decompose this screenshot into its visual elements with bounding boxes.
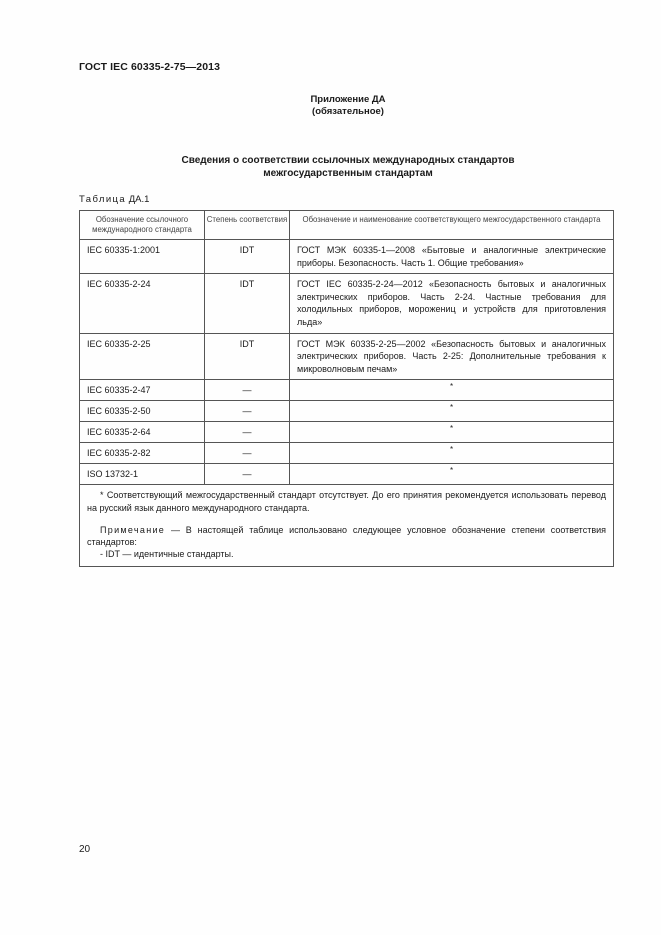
table-row <box>80 401 614 422</box>
document-code: ГОСТ IEC 60335-2-75—2013 <box>79 61 221 73</box>
header-degree: Степень соответствия <box>205 211 290 240</box>
cell-national: * <box>290 443 614 464</box>
cell-degree: IDT <box>205 240 290 274</box>
cell-standard: IEC 60335-2-25 <box>80 333 205 380</box>
cell-standard: IEC 60335-1:2001 <box>80 240 205 274</box>
cell-standard: IEC 60335-2-64 <box>80 422 205 443</box>
cell-degree: — <box>205 401 290 422</box>
section-title-line1: Сведения о соответствии ссылочных международных стандартов <box>181 155 515 166</box>
table-footnote: * Соответствующий межгосударственный стандарт отсутствует. До его принятия рекомендуется использовать перевод на русский язык данного международного стандарта. <box>87 490 606 513</box>
cell-standard: IEC 60335-2-82 <box>80 443 205 464</box>
table-notes-row <box>80 485 614 567</box>
table-row <box>80 380 614 401</box>
cell-degree: IDT <box>205 333 290 380</box>
cell-national: * <box>290 422 614 443</box>
table-row <box>80 443 614 464</box>
table-notes <box>80 485 614 567</box>
cell-national: ГОСТ IEC 60335-2-24—2012 «Безопасность бытовых и аналогичных электрических приборов. Часть 2-24. Частные требования для холодильных приборов, морожениц и устройств для приготовления льда» <box>290 274 614 333</box>
table-row <box>80 274 614 333</box>
cell-degree: — <box>205 422 290 443</box>
table-caption-label: Таблица <box>79 194 127 205</box>
page-number: 20 <box>79 844 91 855</box>
section-title-line2: межгосударственным стандартам <box>263 168 433 179</box>
correspondence-table <box>79 210 614 567</box>
table-header-row <box>80 211 614 240</box>
note-item: - IDT — идентичные стандарты. <box>100 549 234 560</box>
cell-national: ГОСТ МЭК 60335-2-25—2002 «Безопасность бытовых и аналогичных электрических приборов. Часть 2-25: Дополнительные требования к микроволновым печам» <box>290 333 614 380</box>
cell-national: ГОСТ МЭК 60335-1—2008 «Бытовые и аналогичные электрические приборы. Безопасность. Часть 1. Общие требования» <box>290 240 614 274</box>
cell-national: * <box>290 380 614 401</box>
cell-national: * <box>290 401 614 422</box>
cell-degree: IDT <box>205 274 290 333</box>
table-caption-number: ДА.1 <box>128 194 150 205</box>
table-note <box>87 524 606 548</box>
cell-standard: ISO 13732-1 <box>80 464 205 485</box>
cell-degree: — <box>205 443 290 464</box>
cell-national: * <box>290 464 614 485</box>
note-label: Примечание <box>100 524 166 535</box>
table-caption <box>79 194 149 205</box>
cell-degree: — <box>205 380 290 401</box>
note-text: — В настоящей таблице использовано следующее условное обозначение степени соответствия стандартов: <box>87 524 606 547</box>
section-title <box>0 154 661 180</box>
table-row <box>80 422 614 443</box>
table-row <box>80 464 614 485</box>
cell-standard: IEC 60335-2-50 <box>80 401 205 422</box>
header-national-standard: Обозначение и наименование соответствующего межгосударственного стандарта <box>290 211 614 240</box>
appendix-subtitle: (обязательное) <box>312 106 384 117</box>
cell-standard: IEC 60335-2-24 <box>80 274 205 333</box>
table-row <box>80 240 614 274</box>
cell-degree: — <box>205 464 290 485</box>
table-row <box>80 333 614 380</box>
appendix-title: Приложение ДА <box>310 94 386 105</box>
cell-standard: IEC 60335-2-47 <box>80 380 205 401</box>
header-international-standard: Обозначение ссылочного международного стандарта <box>80 211 205 240</box>
appendix-heading <box>0 94 661 118</box>
